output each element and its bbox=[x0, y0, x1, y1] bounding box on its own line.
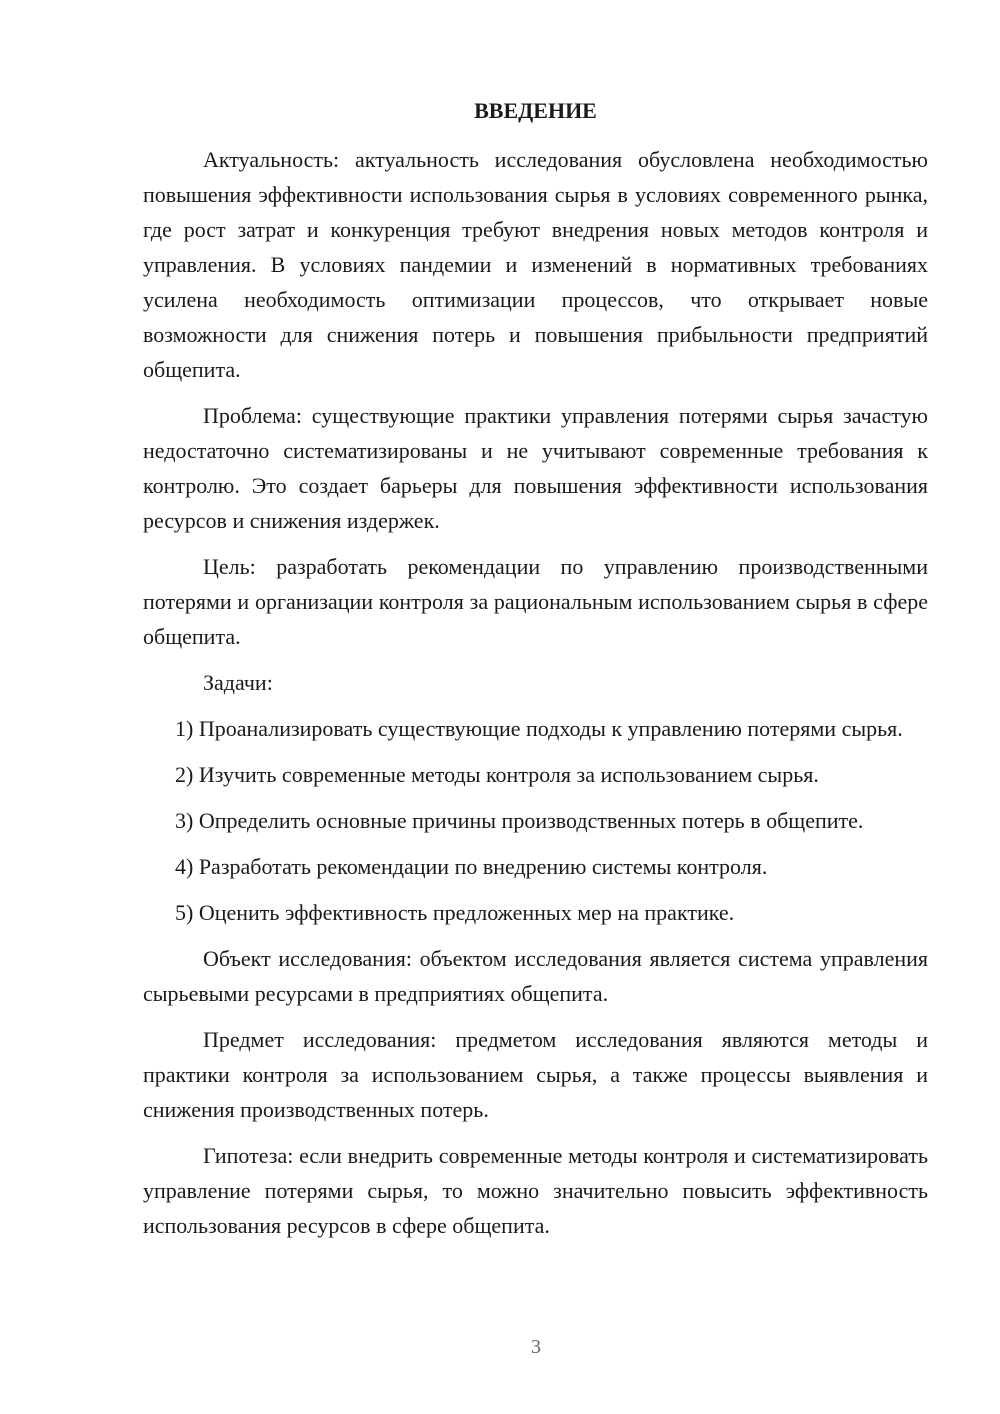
tasks-heading: Задачи: bbox=[203, 670, 273, 695]
task-item-2: 2) Изучить современные методы контроля за использованием сырья. bbox=[175, 762, 819, 787]
paragraph-subject: Предмет исследования: предметом исследования являются методы и практики контроля за использованием сырья, а также процессы выявления и снижения производственных потерь. bbox=[143, 1027, 928, 1122]
task-item-5: 5) Оценить эффективность предложенных мер на практике. bbox=[175, 900, 735, 925]
task-item-3: 3) Определить основные причины производственных потерь в общепите. bbox=[175, 808, 864, 833]
paragraph-actuality: Актуальность: актуальность исследования обусловлена необходимостью повышения эффективности использования сырья в условиях современного рынка, где рост затрат и конкуренция требуют внедрения новых методов контроля и управления. В условиях пандемии и изменений в нормативных требованиях усилена необходимость оптимизации процессов, что открывает новые возможности для снижения потерь и повышения прибыльности предприятий общепита. bbox=[143, 147, 928, 382]
task-item-4: 4) Разработать рекомендации по внедрению системы контроля. bbox=[175, 854, 768, 879]
task-item-1: 1) Проанализировать существующие подходы к управлению потерями сырья. bbox=[175, 716, 903, 741]
page-number: 3 bbox=[531, 1336, 541, 1358]
paragraph-problem: Проблема: существующие практики управления потерями сырья зачастую недостаточно систематизированы и не учитывают современные требования к контролю. Это создает барьеры для повышения эффективности использования ресурсов и снижения издержек. bbox=[143, 403, 928, 533]
page-title: ВВЕДЕНИЕ bbox=[474, 98, 597, 123]
paragraph-hypothesis: Гипотеза: если внедрить современные методы контроля и систематизировать управление потерями сырья, то можно значительно повысить эффективность использования ресурсов в сфере общепита. bbox=[143, 1143, 928, 1238]
paragraph-goal: Цель: разработать рекомендации по управлению производственными потерями и организации контроля за рациональным использованием сырья в сфере общепита. bbox=[143, 554, 928, 649]
document-page bbox=[143, 96, 928, 1243]
paragraph-object: Объект исследования: объектом исследования является система управления сырьевыми ресурсами в предприятиях общепита. bbox=[143, 946, 928, 1006]
